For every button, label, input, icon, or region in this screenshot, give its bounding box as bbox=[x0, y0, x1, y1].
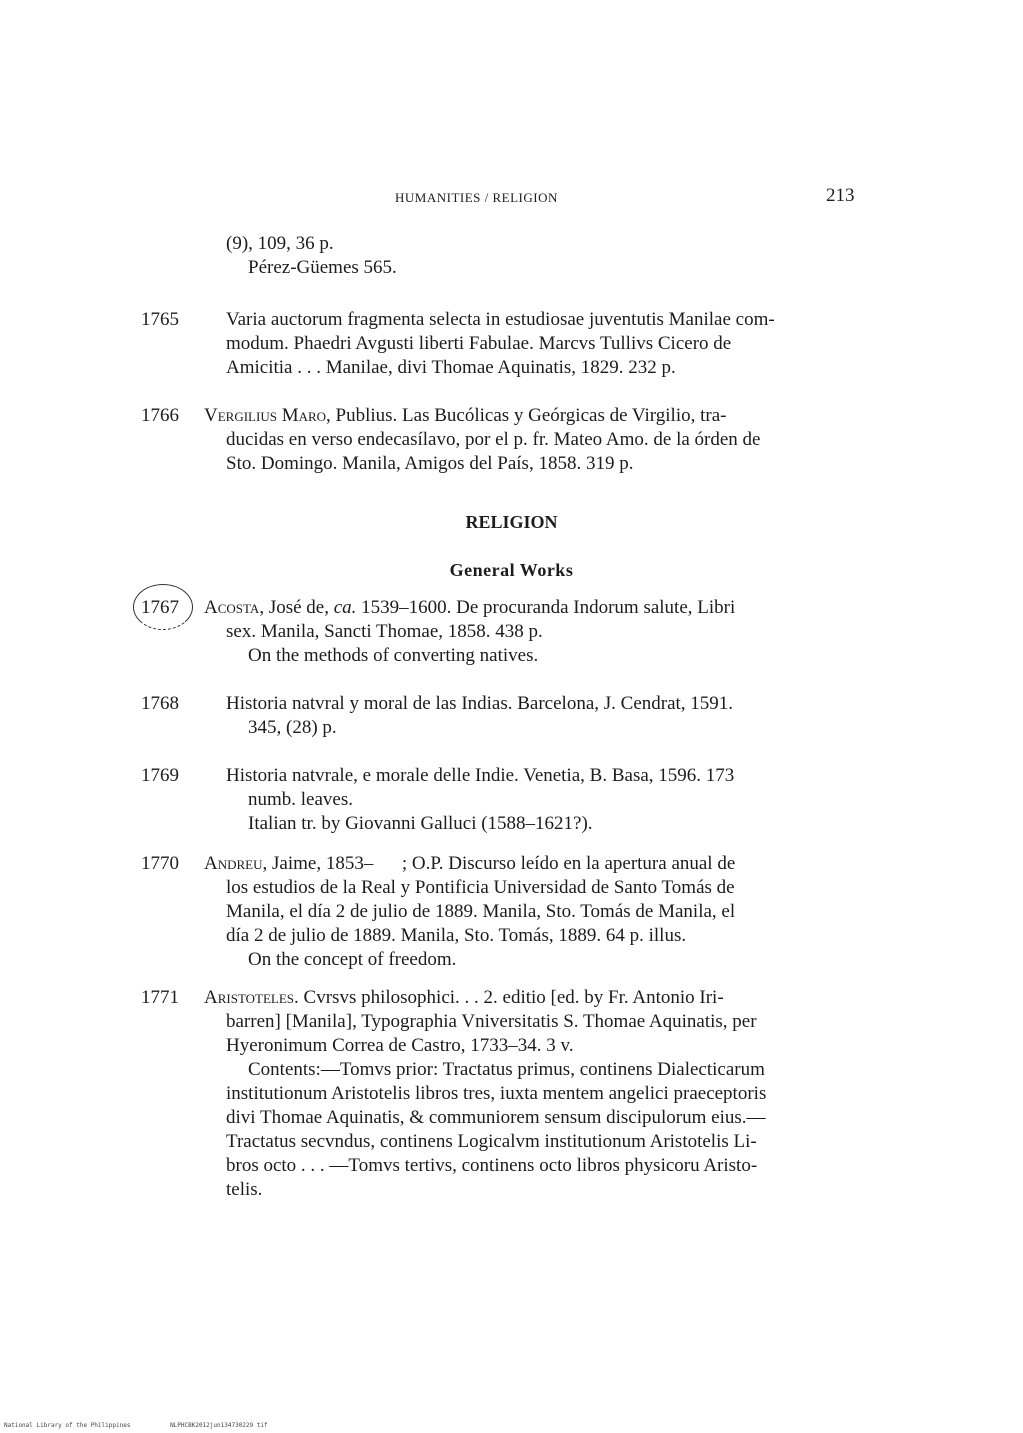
entry-note: On the concept of freedom. bbox=[248, 949, 457, 970]
entry-number: 1767 bbox=[141, 597, 179, 618]
entry-line: ducidas en verso endecasílavo, por el p. fr. Mateo Amo. de la órden de bbox=[226, 429, 761, 450]
page-number: 213 bbox=[826, 185, 855, 206]
entry-number: 1769 bbox=[141, 765, 179, 786]
continuation-line: Pérez-Güemes 565. bbox=[248, 257, 397, 278]
entry-line: Historia natvral y moral de las Indias. Barcelona, J. Cendrat, 1591. bbox=[226, 693, 734, 714]
entry-contents-line: bros octo . . . —Tomvs tertivs, continens octo libros physicoru Aristo- bbox=[226, 1155, 758, 1176]
entry-number: 1771 bbox=[141, 987, 179, 1008]
entry-author: Acosta bbox=[204, 597, 260, 618]
section-title: RELIGION bbox=[465, 512, 558, 532]
entry-line: Varia auctorum fragmenta selecta in estudiosae juventutis Manilae com- bbox=[226, 309, 775, 330]
entry-author: Aristoteles bbox=[204, 987, 295, 1008]
entry-contents-line: divi Thomae Aquinatis, & communiorem sensum discipulorum eius.— bbox=[226, 1107, 766, 1128]
entry-number: 1770 bbox=[141, 853, 179, 874]
entry-circa: ca. bbox=[333, 597, 357, 618]
entry-line: los estudios de la Real y Pontificia Universidad de Santo Tomás de bbox=[226, 877, 735, 898]
running-head: HUMANITIES / RELIGION bbox=[395, 190, 558, 205]
entry-note: Italian tr. by Giovanni Galluci (1588–1621?). bbox=[248, 813, 593, 834]
entry-contents-line: institutionum Aristotelis libros tres, iuxta mentem angelici praeceptoris bbox=[226, 1083, 767, 1104]
entry-number: 1768 bbox=[141, 693, 179, 714]
entry-line: Hyeronimum Correa de Castro, 1733–34. 3 v. bbox=[226, 1035, 574, 1056]
entry-line: barren] [Manila], Typographia Vniversitatis S. Thomae Aquinatis, per bbox=[226, 1011, 757, 1032]
entry-line: , Jaime, 1853– ; O.P. Discurso leído en la apertura anual de bbox=[262, 853, 736, 874]
entry-line: 1539–1600. De procuranda Indorum salute, Libri bbox=[356, 597, 736, 618]
entry-line: . Cvrsvs philosophici. . . 2. editio [ed. by Fr. Antonio Iri- bbox=[294, 987, 724, 1008]
entry-line: Manila, el día 2 de julio de 1889. Manila, Sto. Tomás de Manila, el bbox=[226, 901, 736, 922]
entry-author: Andreu bbox=[204, 853, 263, 874]
entry-line: sex. Manila, Sancti Thomae, 1858. 438 p. bbox=[226, 621, 543, 642]
entry-number: 1766 bbox=[141, 405, 179, 426]
entry-line: modum. Phaedri Avgusti liberti Fabulae. Marcvs Tullivs Cicero de bbox=[226, 333, 732, 354]
entry-line: Sto. Domingo. Manila, Amigos del País, 1858. 319 p. bbox=[226, 453, 634, 474]
footer-filename: NLPHCBK2012jun134730229 tif bbox=[170, 1422, 268, 1429]
entry-line: 345, (28) p. bbox=[248, 717, 337, 738]
entry-number: 1765 bbox=[141, 309, 179, 330]
entry-line: día 2 de julio de 1889. Manila, Sto. Tomás, 1889. 64 p. illus. bbox=[226, 925, 687, 946]
section-subtitle: General Works bbox=[449, 560, 574, 580]
entry-line: numb. leaves. bbox=[248, 789, 354, 810]
entry-line: , Publius. Las Bucólicas y Geórgicas de Virgilio, tra- bbox=[326, 405, 727, 426]
entry-contents-line: Tractatus secvndus, continens Logicalvm institutionum Aristotelis Li- bbox=[226, 1131, 757, 1152]
footer-library: National Library of the Philippines bbox=[4, 1422, 131, 1429]
entry-note: On the methods of converting natives. bbox=[248, 645, 539, 666]
entry-line: Historia natvrale, e morale delle Indie. Venetia, B. Basa, 1596. 173 bbox=[226, 765, 735, 786]
scan-footer bbox=[4, 1422, 304, 1429]
entry-contents-line: telis. bbox=[226, 1179, 263, 1200]
entry-line: Amicitia . . . Manilae, divi Thomae Aquinatis, 1829. 232 p. bbox=[226, 357, 676, 378]
entry-contents-line: Contents:—Tomvs prior: Tractatus primus, continens Dialecticarum bbox=[248, 1059, 765, 1080]
entry-line: , José de, bbox=[259, 597, 334, 618]
entry-author: Vergilius Maro bbox=[204, 405, 327, 426]
continuation-line: (9), 109, 36 p. bbox=[226, 233, 334, 254]
